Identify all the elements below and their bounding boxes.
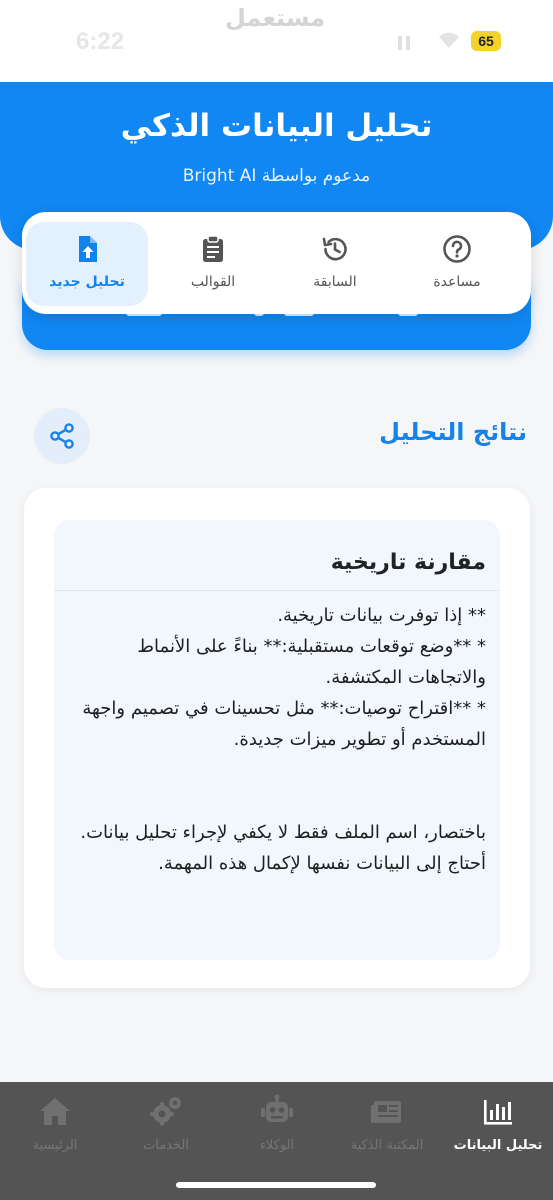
tab-help-label: مساعدة	[433, 274, 481, 290]
result-paragraph: * **اقتراح توصيات:** مثل تحسينات في تصميم واجهة المستخدم أو تطوير ميزات جديدة.	[82, 698, 486, 750]
tab-templates-label: القوالب	[190, 274, 236, 290]
tab-previous[interactable]	[274, 222, 396, 306]
tab-bar	[22, 212, 531, 314]
nav-agents-label: الوكلاء	[259, 1138, 295, 1153]
result-paragraph: باختصار، اسم الملف فقط لا يكفي لإجراء تحليل بيانات. أحتاج إلى البيانات نفسها لإكمال هذه المهمة.	[80, 822, 486, 874]
gears-icon	[148, 1094, 184, 1130]
results-title: نتائج التحليل	[379, 418, 527, 446]
pause-icon	[398, 36, 410, 50]
share-button[interactable]	[34, 408, 90, 464]
nav-services-label: الخدمات	[143, 1138, 189, 1153]
newspaper-icon	[369, 1094, 405, 1130]
tab-previous-label: السابقة	[313, 274, 357, 290]
home-indicator	[176, 1182, 376, 1188]
nav-smart-library-label: المكتبة الذكية	[350, 1138, 424, 1153]
tab-help[interactable]	[396, 222, 518, 306]
status-time: 6:22	[76, 28, 125, 55]
section-divider	[54, 590, 500, 591]
nav-smart-library[interactable]	[332, 1090, 442, 1160]
nav-services[interactable]	[111, 1090, 221, 1160]
result-card	[24, 488, 530, 988]
result-paragraph: * **وضع توقعات مستقبلية:** بناءً على الأنماط والاتجاهات المكتشفة.	[137, 636, 486, 688]
result-paragraph: ** إذا توفرت بيانات تاريخية.	[277, 605, 486, 626]
section-heading: مقارنة تاريخية	[330, 550, 486, 575]
nav-home[interactable]	[0, 1090, 110, 1160]
history-icon	[320, 234, 350, 264]
nav-data-analysis[interactable]	[443, 1090, 553, 1160]
nav-agents[interactable]	[222, 1090, 332, 1160]
home-icon	[37, 1094, 73, 1130]
wifi-icon	[436, 30, 462, 50]
tab-new-analysis-label: تحليل جديد	[49, 274, 125, 290]
robot-icon	[259, 1094, 295, 1130]
battery-badge: 65	[471, 31, 501, 51]
watermark: مستعمل	[225, 4, 326, 32]
share-icon	[48, 422, 76, 450]
nav-home-label: الرئيسية	[32, 1138, 78, 1153]
tab-templates[interactable]	[152, 222, 274, 306]
result-section	[54, 520, 500, 960]
nav-data-analysis-label: تحليل البيانات	[453, 1138, 543, 1153]
result-text	[66, 600, 486, 879]
help-circle-icon	[442, 234, 472, 264]
status-bar	[0, 0, 553, 82]
file-upload-icon	[72, 234, 102, 264]
app-title: تحليل البيانات الذكي	[120, 108, 433, 144]
tab-new-analysis[interactable]	[26, 222, 148, 306]
bar-chart-icon	[480, 1094, 516, 1130]
clipboard-icon	[198, 234, 228, 264]
app-subtitle: مدعوم بواسطة Bright AI	[182, 166, 371, 186]
